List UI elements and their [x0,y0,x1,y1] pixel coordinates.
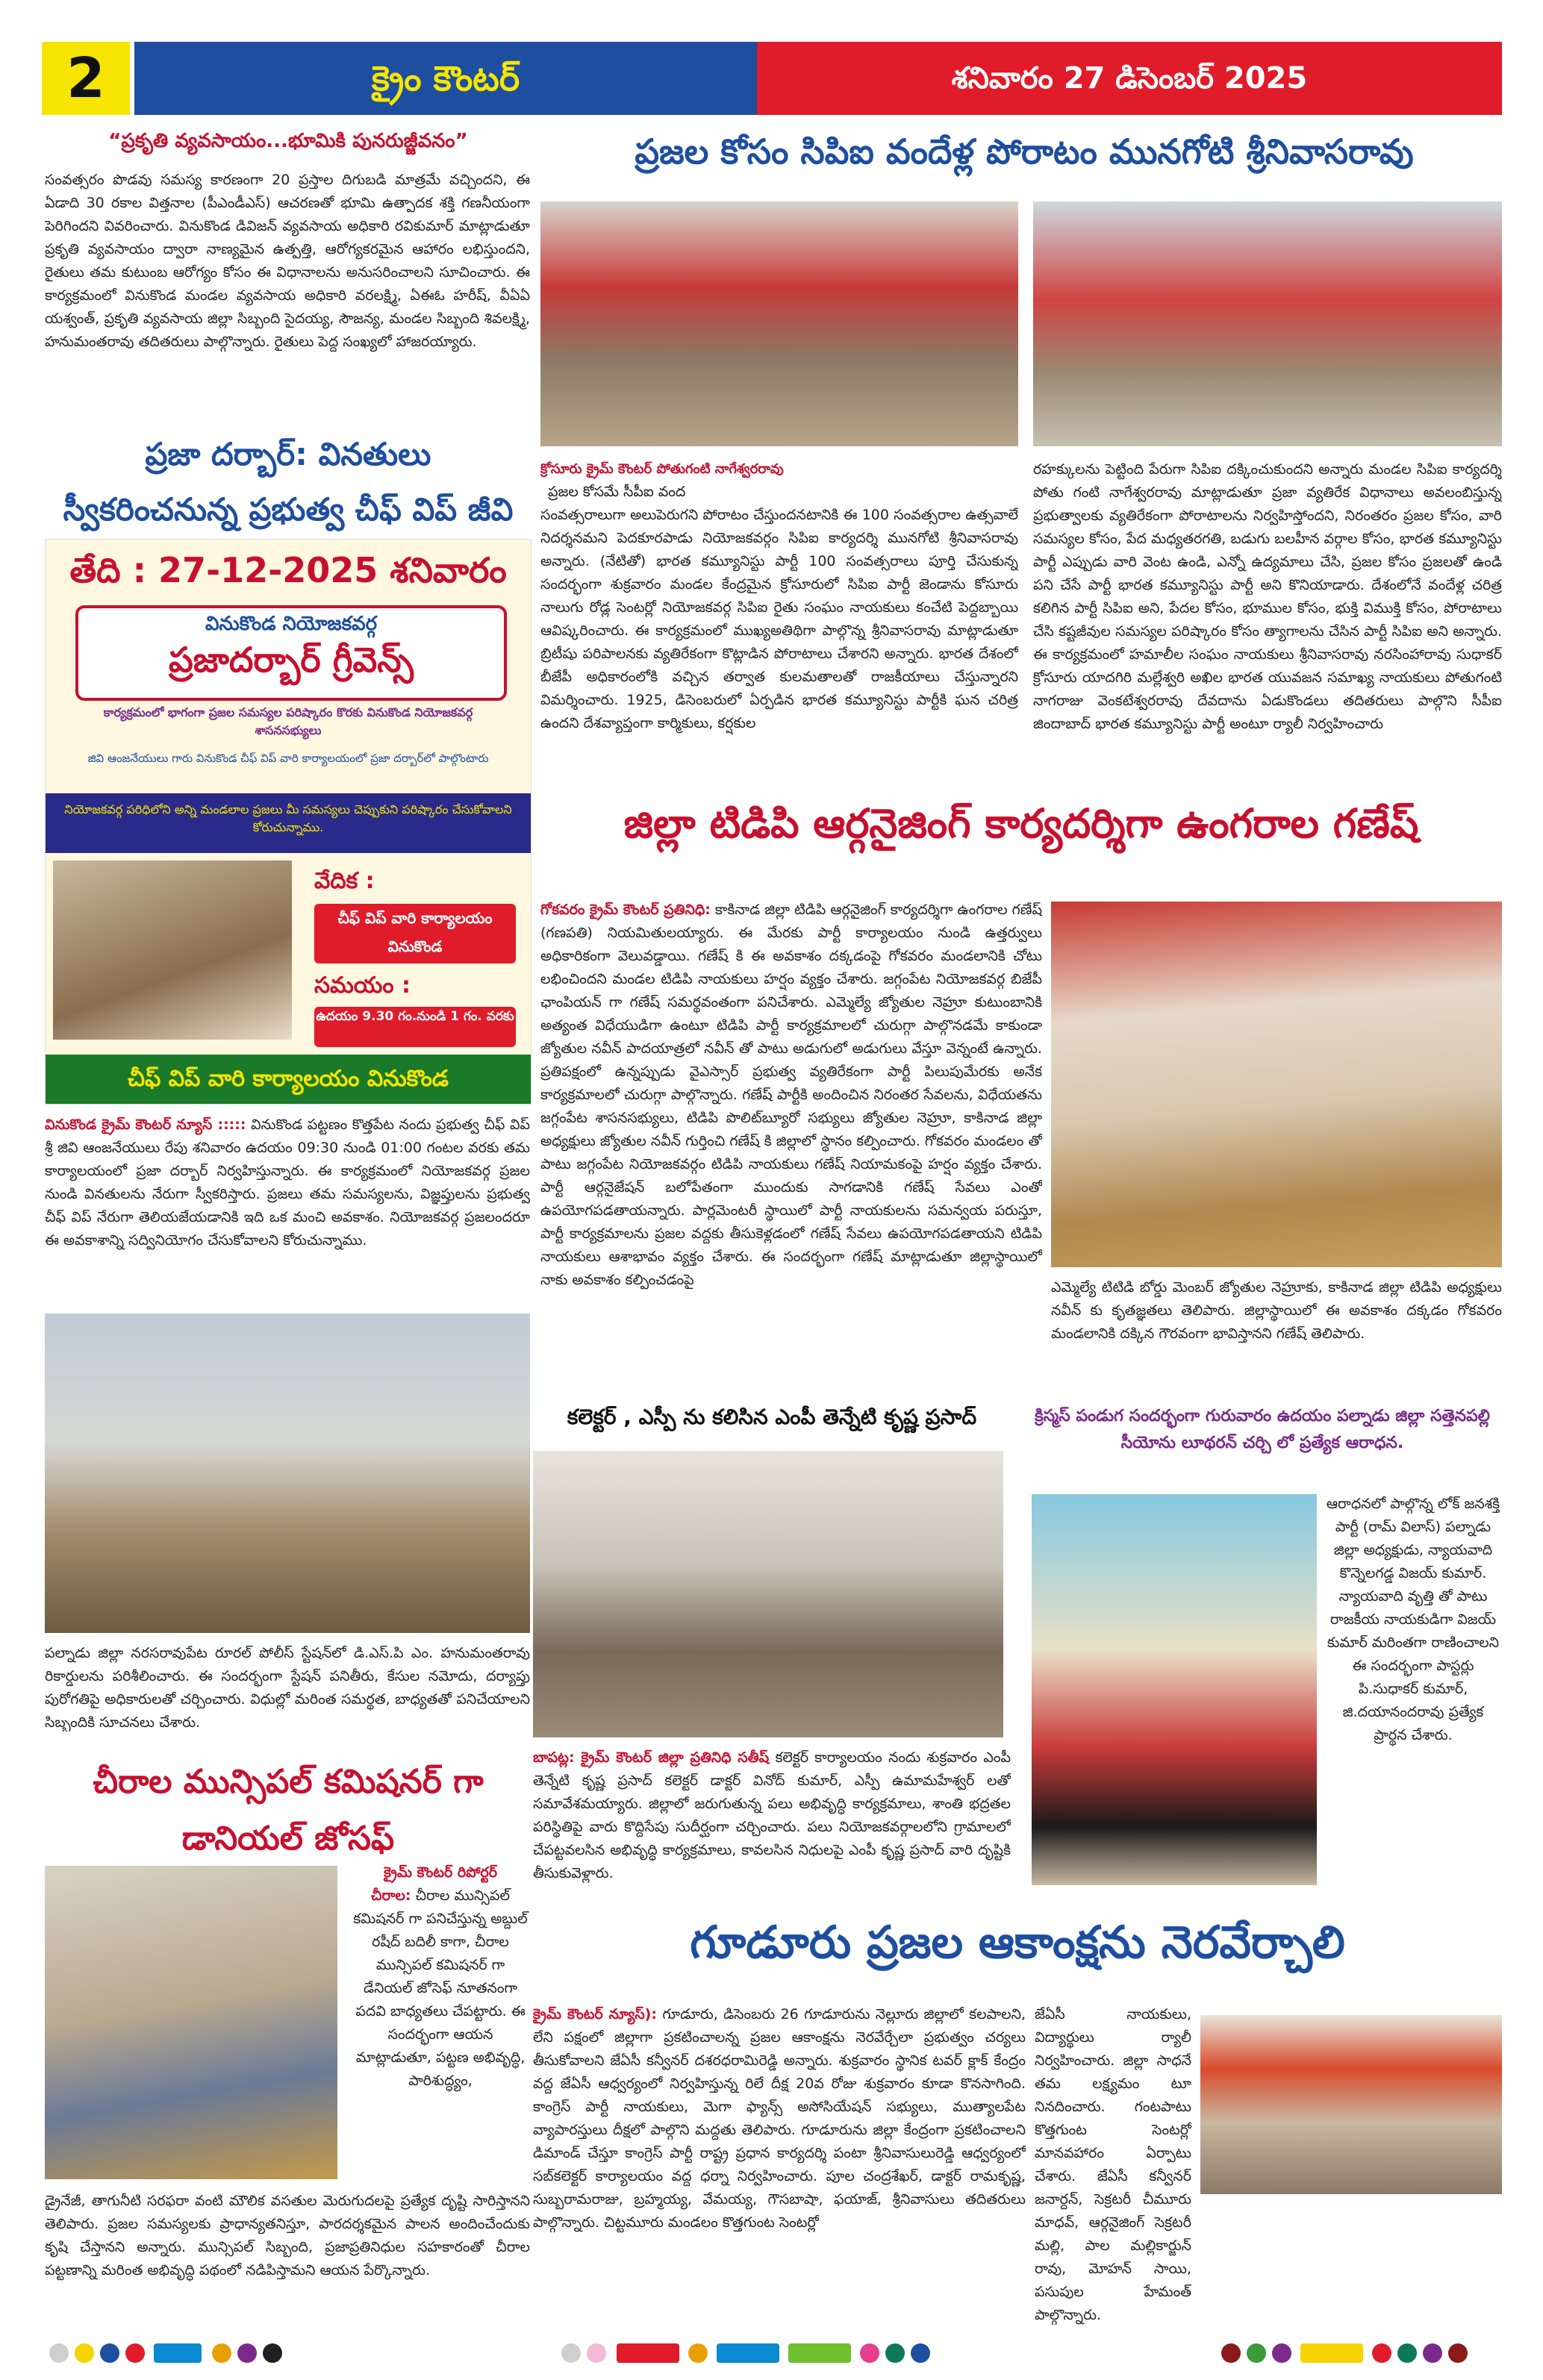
footer-dot [1247,2343,1266,2363]
mp-photo [533,1451,1003,1737]
tdp-byline: గోకవరం క్రైమ్ కౌంటర్ ప్రతినిధి: [540,902,711,918]
footer-dot [911,2343,930,2363]
poster-footer: చీఫ్ విప్ వారి కార్యాలయం వినుకొండ [46,1055,531,1104]
poster-constituency: వినుకొండ నియోజకవర్గ [205,613,378,635]
issue-date: శనివారం 27 డిసెంబర్ 2025 [951,61,1308,96]
footer-dot [587,2343,606,2363]
cpi-byline: క్రోసూరు క్రైమ్ కౌంటర్ పోతుగంటి నాగేశ్వరరావు [540,461,784,477]
footer-color-strip [0,2339,1543,2369]
tdp-photo [1051,902,1502,1267]
poster-banner [75,605,507,701]
footer-dot [561,2343,581,2363]
tdp-body [540,899,1042,1406]
poster-line3: నియోజకవర్గ పరిధిలోని అన్ని మండలాల ప్రజలు మీ సమస్యలు చెప్పుకుని పరిష్కారం చేసుకోవాలని కోరుచున్నాము. [64,802,512,834]
page-number-box [42,42,130,115]
gudur-byline: క్రైమ్ కౌంటర్ న్యూస్): [533,2006,657,2023]
footer-dot [237,2343,257,2363]
chirala-side [351,1861,530,2184]
christmas-headline: క్రిస్మస్ పండుగ సందర్భంగా గురువారం ఉదయం పల్నాడు జిల్లా సత్తెనపల్లి సీయోను లూథరన్ చర్చి లో ప్రత్యేక ఆరాధన. [1035,1407,1490,1452]
gudur-photo [1200,2015,1502,2194]
poster-title: ప్రజాదర్బార్ గ్రీవెన్స్ [169,640,414,680]
poster-strip [46,793,531,853]
cpi-body-right: రహక్కులను పెట్టింది పేరుగా సిపిఐ దక్కించుకుందని అన్నారు మండల సిపిఐ కార్యదర్శి పోతు గంటి నాగేశ్వరరావు మాట్లాడుతూ ప్రజా వ్యతిరేక విధానాలు అవలంబిస్తున్న ప్రభుత్వాలకు వ్యతిరేకంగా పోరాటాలను నిర్వహిస్తోందని, నిరంతరం ప్రజల కోసం, వారి సమస్యల కోసం, పేద మధ్యతరగతి, బడుగు బలహీన వర్గాల కోసం, భారత కమ్యూనిస్టు పార్టీ ఎప్పుడు వారి వెంట ఉండి, ఎన్నో ఉద్యమాలు చేసి, ప్రజల కోసం ప్రజలతో ఉండి పని చేసే పార్టీ భారత కమ్యూనిస్టు పార్టీ అని కొనియాడారు. దేశంలోనే వందేళ్ల చరిత్ర కలిగిన పార్టీ సిపిఐ అని, పేదల కోసం, భూముల కోసం, భుక్తి విముక్తి కోసం, పోరాటాలు చేసి కష్టజీవుల సమస్యల పరిష్కారం కోసం త్యాగాలను చేసిన పార్టీ సిపిఐ అని అన్నారు. ఈ కార్యక్రమంలో హమాలీల సంఘం నాయకులు శ్రీనివాసరావు నరసింహారావు సుధాకర్ క్రోసూరు యాదగిరి మల్లేశ్వరి అఖిల భారత యువజన సమాఖ్య నాయకులు పోతుగంటి నాగరాజు వెంకటేశ్వరరావు దేవదాను ఏడుకొండలు తదితరులు పాల్గొని సీపీఐ జిందాబాద్ భారత కమ్యూనిస్టు పార్టీ అంటూ ర్యాలీ నిర్వహించారు [1033,461,1502,732]
chirala-byline: క్రైమ్ కౌంటర్ రిపోర్టర్ [383,1864,498,1881]
cpi-headline: ప్రజల కోసం సిపిఐ వందేళ్ల పోరాటం మునగోటి శ్రీనివాసరావు [635,131,1414,172]
footer-dot [1448,2343,1468,2363]
cpi-left-col [540,458,1018,755]
chirala-place: చీరాల: [371,1887,411,1904]
masthead [42,42,1502,115]
date-band [757,42,1502,115]
darbar-body [45,1114,530,1293]
footer-bar [617,2343,679,2363]
footer-dot [1423,2343,1442,2363]
footer-dot [75,2343,94,2363]
darbar-byline: వినుకొండ క్రైమ్ కౌంటర్ న్యూస్ ::::: [45,1116,246,1133]
christmas-photo [1032,1494,1317,1885]
footer-bar [717,2343,779,2363]
poster-photo [53,861,292,1040]
footer-dot [860,2343,879,2363]
cpi-subhead: ప్రజల కోసమే సీపీఐ వంద [548,484,686,500]
footer-dot [688,2343,708,2363]
footer-bar [1300,2343,1363,2363]
footer-dot [125,2343,145,2363]
poster-time-label: సమయం : [314,972,411,999]
tdp-body-text: కాకినాడ జిల్లా టిడిపి ఆర్గనైజింగ్ కార్యదర్శిగా ఉంగరాల గణేష్ (గణపతి) నియమితులయ్యారు. ఈ మేరకు పార్టీ కార్యాలయం నుండి ఉత్తర్వులు అధికారికంగా వెలువడ్డాయి. గణేష్ కి ఈ అవకాశం దక్కడంపై గోకవరం మండలానికి చోటు లభించిందని మండల టిడిపి నాయకులు హర్షం వ్యక్తం చేశారు. జగ్గంపేట నియోజకవర్గ బిజేపీ ఛాంపియన్ గా గణేష్ సమర్థవంతంగా పనిచేశారు. ఎమ్మెల్యే జ్యోతుల నెహ్రూ కుటుంబానికి అత్యంత విధేయుడిగా ఉంటూ టిడిపి పార్టీ కార్యక్రమాలలో చురుగ్గా పాల్గొనడమే కాకుండా జ్యోతుల నవీన్ పాదయాత్రలో నవీన్ తో పాటు అడుగులో అడుగులు వేస్తూ వెన్నంటే ఉన్నారు. ప్రతిపక్షంలో ఉన్నప్పుడు వైఎస్సార్ ప్రభుత్వ వ్యతిరేకంగా పార్టీ పిలుపుమేరకు అనేక కార్యక్రమాలలో చురుగ్గా పాల్గొన్నారు. గణేష్ పార్టీకి అందించిన నిరంతర సేవలను, విధేయతను జగ్గంపేట శాసనసభ్యులు, టిడిపి పొలిట్‌బ్యూరో సభ్యులు జ్యోతుల నెహ్రూ, కాకినాడ జిల్లా అధ్యక్షులు జ్యోతుల నవీన్ గుర్తించి గణేష్ కి జిల్లాలో స్థానం కల్పించారు. గోకవరం మండలం తో పాటు జగ్గంపేట నియోజకవర్గం టిడిపి నాయకులు గణేష్ నియామకంపై హర్షం వ్యక్తం చేశారు. పార్టీ ఆర్గనైజేషన్ బలోపేతంగా ముందుకు సాగడానికి గణేష్ సేవలు ఎంతో ఉపయోగపడతాయన్నారు. పార్లమెంటరీ స్థాయిలో పార్టీ నాయకులను సమన్వయ పరుస్తూ, పార్టీ కార్యక్రమాలను ప్రజల వద్దకు తీసుకెళ్లడంలో గణేష్ సేవలు ఉపయోగపడతాయని టిడిపి నాయకులు ఆశాభావం వ్యక్తం చేశారు. ఈ సందర్భంగా గణేష్ మాట్లాడుతూ జిల్లాస్థాయిలో నాకు అవకాశం కల్పించడంపై [540,902,1042,1288]
christmas-body: ఆరాధనలో పాల్గొన్న లోక్ జనశక్తి పార్టీ (రామ్ విలాస్) పల్నాడు జిల్లా అధ్యక్షుడు, న్యాయవాది కొన్నెలగడ్డ విజయ్ కుమార్. న్యాయవాది వృత్తి తో పాటు రాజకీయ నాయకుడిగా విజయ్ కుమార్ మరింతగా రాణించాలని ఈ సందర్భంగా పాస్టర్లు పి.సుధాకర్ కుమార్, జి.దయానందరావు ప్రత్యేక ప్రార్థన చేశారు. [1326,1496,1500,1743]
poster-time: ఉదయం 9.30 గం.నుండి 1 గం. వరకు [314,1007,516,1047]
footer-dot [100,2343,119,2363]
paper-name: క్రైం కౌంటర్ [371,58,520,99]
mp-body-text: కలెక్టర్ కార్యాలయం నందు శుక్రవారం ఎంపీ తెన్నేటి కృష్ణ ప్రసాద్ కలెక్టర్ డాక్టర్ వినోద్ కుమార్, ఎస్పీ ఉమామహేశ్వర్ లతో సమావేశమయ్యారు. జిల్లాలో జరుగుతున్న పలు అభివృద్ధి కార్యక్రమాలు, శాంతి భద్రతల పరిస్థితిపై వారు కొద్దిసేపు సుదీర్ఘంగా చర్చించారు. పలు నియోజకవర్గాలలోని గ్రామాలలో చేపట్టవలసిన అభివృద్ధి కార్యక్రమాలు, కావలసిన నిధులపై ఎంపీ కృష్ణ ప్రసాద్ వారి దృష్టికి తీసుకువెళ్లారు. [533,1749,1011,1881]
cpi-body-left: సంవత్సరాలుగా అలుపెరుగని పోరాటం చేస్తుందనటానికి ఈ 100 సంవత్సరాల ఉత్సవాలే నిదర్శనమని పెదకూరపాడు నియోజకవర్గం సిపిఐ కార్యదర్శి మునగోటి శ్రీనివాసరావు అన్నారు. (నేటితో) భారత కమ్యూనిస్టు పార్టీ 100 సంవత్సరాలు పూర్తి చేసుకున్న సందర్భంగా శుక్రవారం మండల కేంద్రమైన క్రోసూరులో సిపిఐ పార్టీ జెండాను కోసూరు నాలుగు రోడ్ల సెంటర్లో నియోజకవర్గ సిపిఐ రైతు సంఘం నాయకులు కంచేటి పెద్దబ్బాయి ఆవిష్కరించారు. ఈ కార్యక్రమంలో ముఖ్యఅతిథిగా పాల్గొన్న శ్రీనివాసరావు మాట్లాడుతూ బ్రిటీషు పరిపాలనకు వ్యతిరేకంగా కొట్లాడిన పోరాటాలు చేశారని అన్నారు. భారత దేశంలో బీజేపీ అధికారంలోకి వచ్చిన తర్వాత కులమతాలతో రాజకీయాలు చేస్తున్నారని విమర్శించారు. 1925, డిసెంబరులో ఏర్పడిన భారత కమ్యూనిస్టు పార్టీకి ఘన చరిత్ర ఉందని దేశవ్యాప్తంగా కార్మికులు, కర్షకుల [540,507,1018,731]
footer-dot [1272,2343,1291,2363]
chirala-body-side: చీరాల మున్సిపల్ కమిషనర్ గా పనిచేస్తున్న అబ్దుల్ రషీద్ బదిలీ కాగా, చీరాల మున్సిపల్ కమిషనర్ గా డేనియల్ జోసెఫ్ నూతనంగా పదవి బాధ్యతలు చేపట్టారు. ఈ సందర్భంగా ఆయన మాట్లాడుతూ, పట్టణ అభివృద్ధి, పారిశుద్ధ్యం, [353,1887,528,2089]
cpi-photo-1 [540,202,1018,446]
tdp-photo-caption: ఎమ్మెల్యే టిటిడి బోర్డు మెంబర్ జ్యోతుల నెహ్రూకు, కాకినాడ జిల్లా టిడిపి అధ్యక్షులు నవీన్ కు కృతజ్ఞతలు తెలిపారు. జిల్లాస్థాయిలో ఈ అవకాశం దక్కడం గోకవరం మండలానికి దక్కిన గౌరవంగా భావిస్తానని గణేష్ తెలిపారు. [1051,1279,1502,1342]
footer-bar [788,2343,851,2363]
mp-body [533,1746,1011,1933]
footer-dot [885,2343,905,2363]
gudur-body-text: గూడూరు, డిసెంబరు 26 గూడూరును నెల్లూరు జిల్లాలో కలపాలని, లేని పక్షంలో జిల్లాగా ప్రకటించాలన్న ప్రజల ఆకాంక్షను నెరవేర్చేలా ప్రభుత్వం చర్యలు తీసుకోవాలని జేఏసీ కన్వీనర్ దశరధరామిరెడ్డి అన్నారు. శుక్రవారం స్థానిక టవర్ క్లాక్ కేంద్రం వద్ద జేఏసీ ఆధ్వర్యంలో నిర్వహిస్తున్న రిలే దీక్ష 20వ రోజు శుక్రవారం కూడా కొనసాగింది. కాంగ్రెస్ పార్టీ నాయకులు, మెగా ఫ్యాన్స్ అసోసియేషన్ సభ్యులు, ముత్యాలపేట వ్యాపారస్తులు దీక్షలో పాల్గొని మద్దతు తెలిపారు. గూడూరును జిల్లా కేంద్రంగా ప్రకటించాలని డిమాండ్ చేస్తూ కాంగ్రెస్ పార్టీ రాష్ట్ర ప్రధాన కార్యదర్శి పంటా శ్రీనివాసులురెడ్డి ఆధ్వర్యంలో సబ్‌కలెక్టర్ కార్యాలయం వద్ద ధర్నా నిర్వహించారు. పూల చంద్రశేఖర్, డాక్టర్ రామకృష్ణ, సుబ్బరామరాజు, బ్రహ్మయ్య, వేమయ్య, గౌసబాషా, ఫయాజ్, శ్రీనివాసులు తదితరులు పాల్గొన్నారు. చిట్టమూరు మండలం కొత్తగుంట సెంటర్లో [533,2006,1026,2231]
poster-date: తేది : 27-12-2025 శనివారం [69,550,507,590]
darbar-headline: ప్రజా దర్బార్: వినతులు స్వీకరించనున్న ప్రభుత్వ చీఫ్ విప్ జీవి [63,436,514,528]
gudur-body-right: జేఏసీ నాయకులు, విద్యార్థులు ర్యాలీ నిర్వహించారు. జిల్లా సాధనే తమ లక్ష్యమం టూ నినదించారు. గంటపాటు కొత్తగుంట సెంటర్లో మానవహారం ఏర్పాటు చేశారు. జేఏసీ కన్వీనర్ జనార్దన్, సెక్రటరీ చీమూరు మాధవ్, ఆర్గనైజింగ్ సెక్రటరీ మల్లి, పాల మల్లికార్జున్ రావు, మోహన్ సాయి, పసుపుల హేమంత్ పాల్గొన్నారు. [1035,2006,1191,2323]
footer-dot [49,2343,69,2363]
poster-line2: జివి ఆంజనేయులు గారు వినుకొండ చీఫ్ విప్ వారి కార్యాలయంలో ప్రజా దర్బార్‌లో పాల్గొంటారు [87,752,489,765]
commissioner-photo [45,1866,337,2179]
poster-venue-label: వేదిక : [314,868,375,894]
mp-byline: బాపట్ల: క్రైమ్ కౌంటర్ జిల్లా ప్రతినిధి సతీష్ [533,1749,770,1766]
gudur-headline: గూడూరు ప్రజల ఆకాంక్షను నెరవేర్చాలి [690,1917,1345,1969]
chirala-headline: చీరాల మున్సిపల్ కమిషనర్ గా డానియల్ జోసఫ్ [93,1763,484,1858]
footer-dot [263,2343,282,2363]
chirala-body-full: డ్రైనేజీ, తాగునీటి సరఫరా వంటి మౌలిక వసతుల మెరుగుదలపై ప్రత్యేక దృష్టి సారిస్తానని తెలిపారు. ప్రజల సమస్యలకు ప్రాధాన్యతనిస్తూ, పారదర్శకమైన పాలన అందించేందుకు కృషి చేస్తానని అన్నారు. మున్సిపల్ సిబ్బంది, ప్రజాప్రతినిధుల సహకారంతో చీరాల పట్టణాన్ని మరింత అభివృద్ధి పథంలో నడిపిస్తామని ఆయన పేర్కొన్నారు. [45,2193,530,2279]
paper-name-band [134,42,757,115]
poster-line1: కార్యక్రమంలో భాగంగా ప్రజల సమస్యల పరిష్కారం కొరకు వినుకొండ నియోజకవర్గ శాసనసభ్యులు [103,705,473,737]
darbar-poster [45,539,532,1105]
police-photo [45,1314,530,1633]
police-caption: పల్నాడు జిల్లా నరసరావుపేట రూరల్ పోలీస్ స్టేషన్‌లో డి.ఎస్.పి ఎం. హనుమంతరావు రికార్డులను పరిశీలించారు. ఈ సందర్భంగా స్టేషన్ పనితీరు, కేసుల నమోదు, దర్యాప్తు పురోగతిపై అధికారులతో చర్చించారు. విధుల్లో మరింత సమర్థత, బాధ్యతతో పనిచేయాలని సిబ్బందికి సూచనలు చేశారు. [45,1645,530,1731]
farming-headline: “ప్రకృతి వ్యవసాయం...భూమికి పునరుజ్జీవనం” [108,130,468,152]
cpi-photo-2 [1033,202,1502,446]
page-number: 2 [66,46,105,110]
poster-venue: చీఫ్ విప్ వారి కార్యాలయం వినుకొండ [314,904,516,963]
darbar-body-text: వినుకొండ పట్టణం కొత్తపేట నందు ప్రభుత్వ చీఫ్ విప్ శ్రీ జివి ఆంజనేయులు రేపు శనివారం ఉదయం 09:30 నుండి 01:00 గంటల వరకు తమ కార్యాలయంలో ప్రజా దర్బార్ నిర్వహిస్తున్నారు. ఈ కార్యక్రమంలో నియోజకవర్గ ప్రజల నుండి వినతులను నేరుగా స్వీకరిస్తారు. ప్రజలు తమ సమస్యలను, విజ్ఞప్తులను ప్రభుత్వ చీఫ్ విప్ నేరుగా తెలియజేయడానికి ఇది ఒక మంచి అవకాశం. నియోజకవర్గ ప్రజలందరూ ఈ అవకాశాన్ని సద్వినియోగం చేసుకోవాలని కోరుచున్నాము. [45,1116,530,1249]
footer-dot [1372,2343,1391,2363]
tdp-headline: జిల్లా టిడిపి ఆర్గనైజింగ్ కార్యదర్శిగా ఉంగరాల గణేష్ [623,800,1419,847]
mp-headline: కలెక్టర్ , ఎస్పీ ను కలిసిన ఎంపీ తెన్నేటి కృష్ణ ప్రసాద్ [567,1405,977,1429]
footer-dot [1221,2343,1241,2363]
footer-dot [1397,2343,1417,2363]
gudur-body [533,2003,1026,2329]
footer-bar [154,2343,202,2363]
footer-dot [212,2343,231,2363]
farming-body: సంవత్సరం పొడవు సమస్య కారణంగా 20 ప్రస్తాల దిగుబడి మాత్రమే వచ్చిందని, ఈ ఏడాది 30 రకాల విత్తనాల (పీఎండీఎస్) ఆచరణతో భూమి ఉత్పాదక శక్తి గణనీయంగా పెరిగిందని వివరించారు. వినుకొండ డివిజన్ వ్యవసాయ అధికారి రవికుమార్ మాట్లాడుతూ ప్రకృతి వ్యవసాయం ద్వారా నాణ్యమైన ఉత్పత్తి, ఆరోగ్యకరమైన ఆహారం లభిస్తుందని, రైతులు తమ కుటుంబ ఆరోగ్యం కోసం ఈ విధానాలను అనుసరించాలని సూచించారు. ఈ కార్యక్రమంలో వినుకొండ మండల వ్యవసాయ అధికారి వరలక్ష్మి, ఏఈఓ హరీష్, వీఏఏ యశ్వంత్, ప్రకృతి వ్యవసాయ జిల్లా సిబ్బంది సైదయ్య, సౌజన్య, మండల సిబ్బంది శివలక్ష్మి, హనుమంతరావు తదితరులు పాల్గొన్నారు. రైతులు పెద్ద సంఖ్యలో హాజరయ్యారు. [45,172,530,350]
